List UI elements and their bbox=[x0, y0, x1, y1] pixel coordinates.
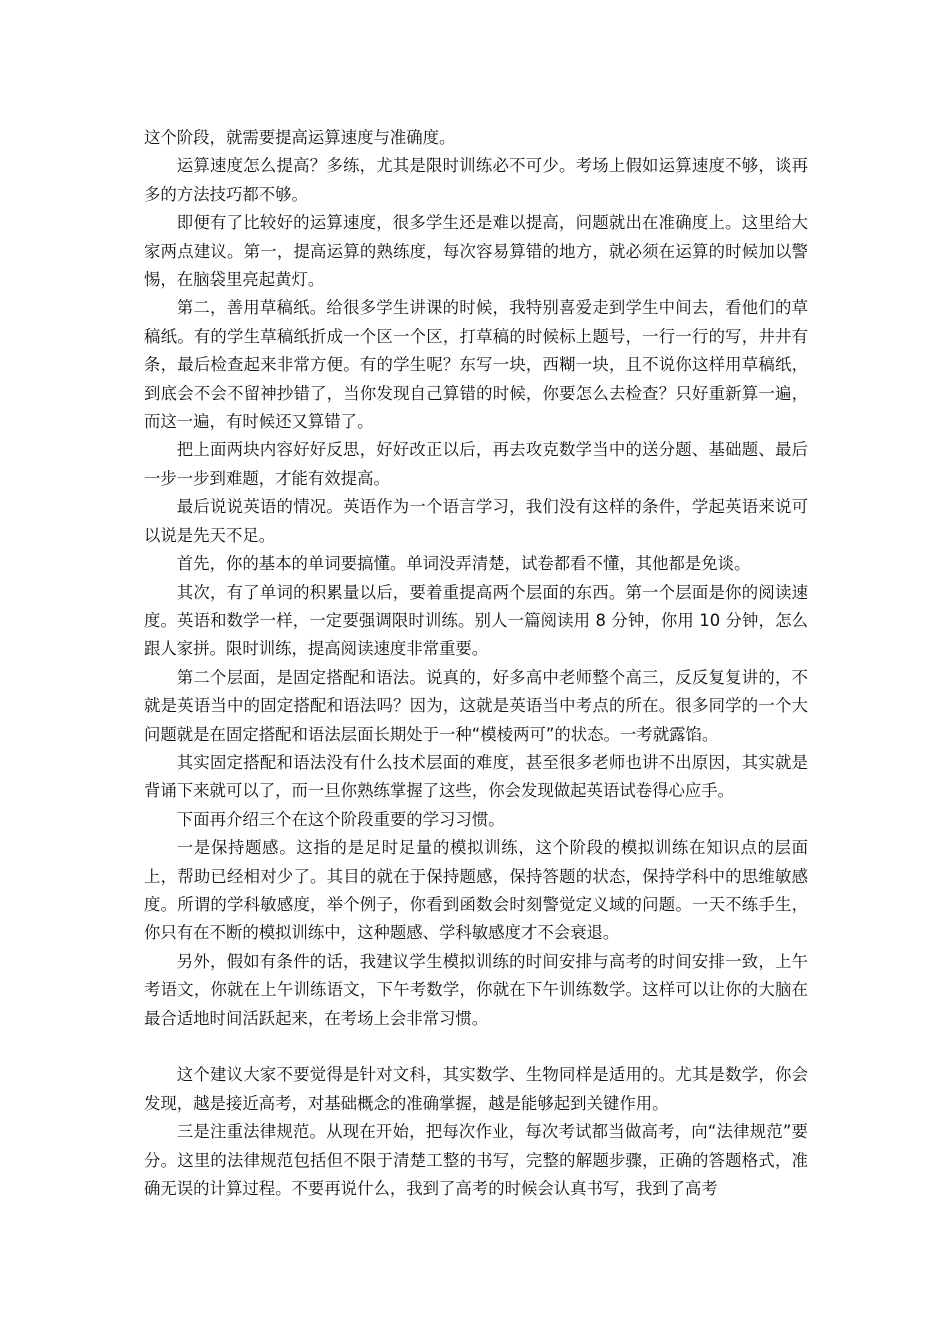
paragraph: 运算速度怎么提高？多练，尤其是限时训练必不可少。考场上假如运算速度不够，谈再多的方法技巧都不够。 bbox=[144, 156, 808, 204]
paragraph: 首先，你的基本的单词要搞懂。单词没弄清楚，试卷都看不懂，其他都是免谈。 bbox=[176, 554, 751, 574]
paragraph: 其实固定搭配和语法没有什么技术层面的难度，甚至很多老师也讲不出原因，其实就是背诵下来就可以了，而一旦你熟练掌握了这些，你会发现做起英语试卷得心应手。 bbox=[144, 752, 808, 801]
paragraph: 这个建议大家不要觉得是针对文科，其实数学、生物同样是适用的。尤其是数学，你会发现，越是接近高考，对基础概念的准确掌握，越是能够起到关键作用。 bbox=[144, 1065, 808, 1113]
document-body bbox=[144, 124, 808, 1203]
paragraph: 下面再介绍三个在这个阶段重要的学习习惯。 bbox=[176, 809, 505, 829]
paragraph: 其次，有了单词的积累量以后，要着重提高两个层面的东西。第一个层面是你的阅读速度。英语和数学一样，一定要强调限时训练。别人一篇阅读用 8 分钟，你用 10 分钟，怎么跟人家拼。限时训练，提高阅读速度非常重要。 bbox=[144, 582, 808, 659]
paragraph: 三是注重法律规范。从现在开始，把每次作业，每次考试都当做高考，向“法律规范”要分。这里的法律规范包括但不限于清楚工整的书写，完整的解题步骤，正确的答题格式，准确无误的计算过程。不要再说什么，我到了高考的时候会认真书写，我到了高考 bbox=[144, 1122, 808, 1199]
paragraph: 最后说说英语的情况。英语作为一个语言学习，我们没有这样的条件，学起英语来说可以说是先天不足。 bbox=[144, 497, 808, 545]
paragraph: 第二个层面，是固定搭配和语法。说真的，好多高中老师整个高三，反反复复讲的，不就是英语当中的固定搭配和语法吗？因为，这就是英语当中考点的所在。很多同学的一个大问题就是在固定搭配和语法层面长期处于一种“模棱两可”的状态。一考就露馅。 bbox=[144, 667, 808, 744]
paragraph: 这个阶段，就需要提高运算速度与准确度。 bbox=[144, 128, 456, 147]
paragraph: 把上面两块内容好好反思，好好改正以后，再去攻克数学当中的送分题、基础题、最后一步一步到难题，才能有效提高。 bbox=[144, 440, 808, 488]
paragraph: 另外，假如有条件的话，我建议学生模拟训练的时间安排与高考的时间安排一致，上午考语文，你就在上午训练语文，下午考数学，你就在下午训练数学。这样可以让你的大脑在最合适地时间活跃起来，在考场上会非常习惯。 bbox=[144, 951, 808, 1028]
paragraph: 即便有了比较好的运算速度，很多学生还是难以提高，问题就出在准确度上。这里给大家两点建议。第一，提高运算的熟练度，每次容易算错的地方，就必须在运算的时候加以警惕，在脑袋里亮起黄灯。 bbox=[144, 213, 808, 290]
paragraph: 第二，善用草稿纸。给很多学生讲课的时候，我特别喜爱走到学生中间去，看他们的草稿纸。有的学生草稿纸折成一个区一个区，打草稿的时候标上题号，一行一行的写，井井有条，最后检查起来非常方便。有的学生呢？东写一块，西糊一块，且不说你这样用草稿纸，到底会不会不留神抄错了，当你发现自己算错的时候，你要怎么去检查？只好重新算一遍，而这一遍，有时候还又算错了。 bbox=[144, 298, 808, 432]
paragraph: 一是保持题感。这指的是足时足量的模拟训练，这个阶段的模拟训练在知识点的层面上，帮助已经相对少了。其目的就在于保持题感，保持答题的状态，保持学科中的思维敏感度。所谓的学科敏感度，举个例子，你看到函数会时刻警觉定义域的问题。一天不练手生，你只有在不断的模拟训练中，这种题感、学科敏感度才不会衰退。 bbox=[144, 838, 808, 943]
